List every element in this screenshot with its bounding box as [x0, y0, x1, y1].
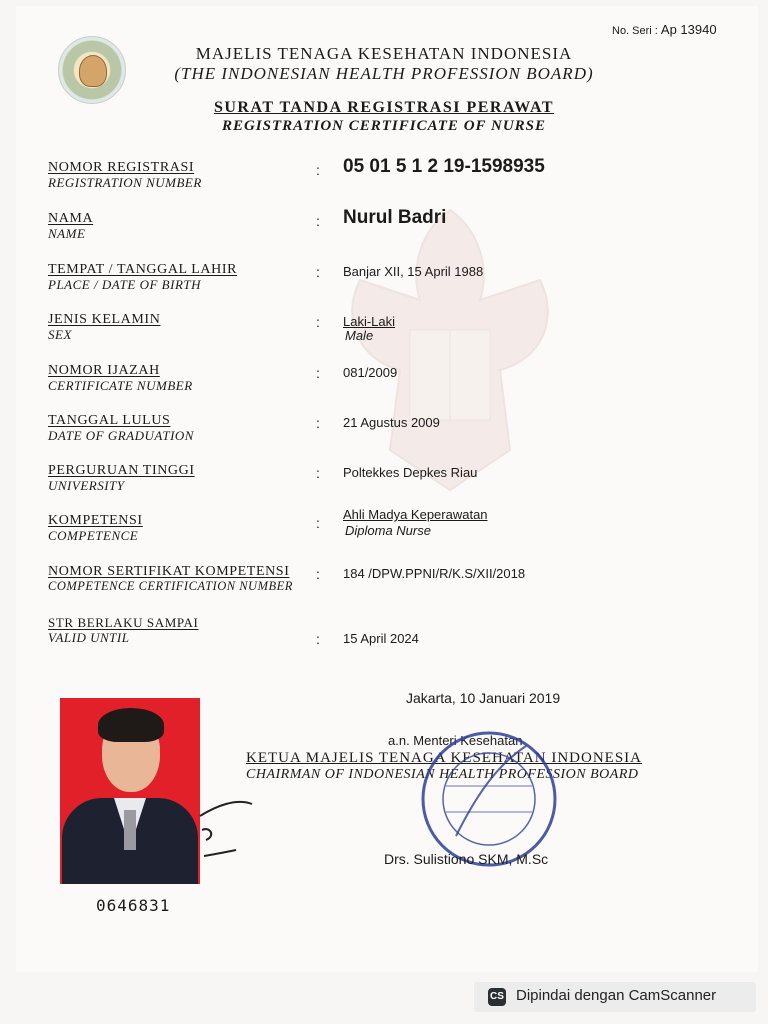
- garuda-watermark-icon: [300, 190, 600, 510]
- chairman-title-id: KETUA MAJELIS TENAGA KESEHATAN INDONESIA: [246, 750, 643, 766]
- signer-name: Drs. Sulistiono SKM, M.Sc: [384, 851, 549, 867]
- certificate-number-value: 081/2009: [343, 365, 398, 380]
- competence-value-en: Diploma Nurse: [345, 523, 431, 538]
- photo-number: 0646831: [96, 896, 171, 915]
- holder-photo: [60, 698, 200, 884]
- competence-cert-number-value: 184 /DPW.PPNI/R/K.S/XII/2018: [343, 566, 526, 581]
- camscanner-badge: [474, 982, 756, 1012]
- serial-number: No. Seri : Ap 13940: [612, 22, 717, 37]
- camscanner-icon: CS: [488, 988, 506, 1006]
- camscanner-text: Dipindai dengan CamScanner: [516, 987, 717, 1004]
- university-value: Poltekkes Depkes Riau: [343, 465, 478, 480]
- chairman-title-en: CHAIRMAN OF INDONESIAN HEALTH PROFESSION BOARD: [246, 767, 639, 782]
- board-name-en: (THE INDONESIAN HEALTH PROFESSION BOARD): [174, 64, 594, 83]
- birth-value: Banjar XII, 15 April 1988: [343, 264, 484, 279]
- board-name-id: MAJELIS TENAGA KESEHATAN INDONESIA: [195, 44, 573, 63]
- serial-value: Ap 13940: [660, 22, 717, 37]
- sex-value-en: Male: [345, 328, 374, 343]
- valid-until-value: 15 April 2024: [343, 631, 419, 646]
- competence-value: Ahli Madya Keperawatan: [343, 507, 488, 522]
- issue-place-date: Jakarta, 10 Januari 2019: [406, 690, 561, 706]
- certificate-title-en: REGISTRATION CERTIFICATE OF NURSE: [221, 118, 547, 134]
- registration-number-value: 05 01 5 1 2 19-1598935: [343, 156, 545, 177]
- graduation-date-value: 21 Agustus 2009: [343, 415, 440, 430]
- certificate-title-id: SURAT TANDA REGISTRASI PERAWAT: [213, 99, 555, 116]
- sex-value: Laki-Laki: [343, 314, 396, 329]
- on-behalf-text: a.n. Menteri Kesehatan: [388, 733, 523, 748]
- photo-signature-icon: [196, 796, 256, 866]
- name-value: Nurul Badri: [343, 207, 447, 228]
